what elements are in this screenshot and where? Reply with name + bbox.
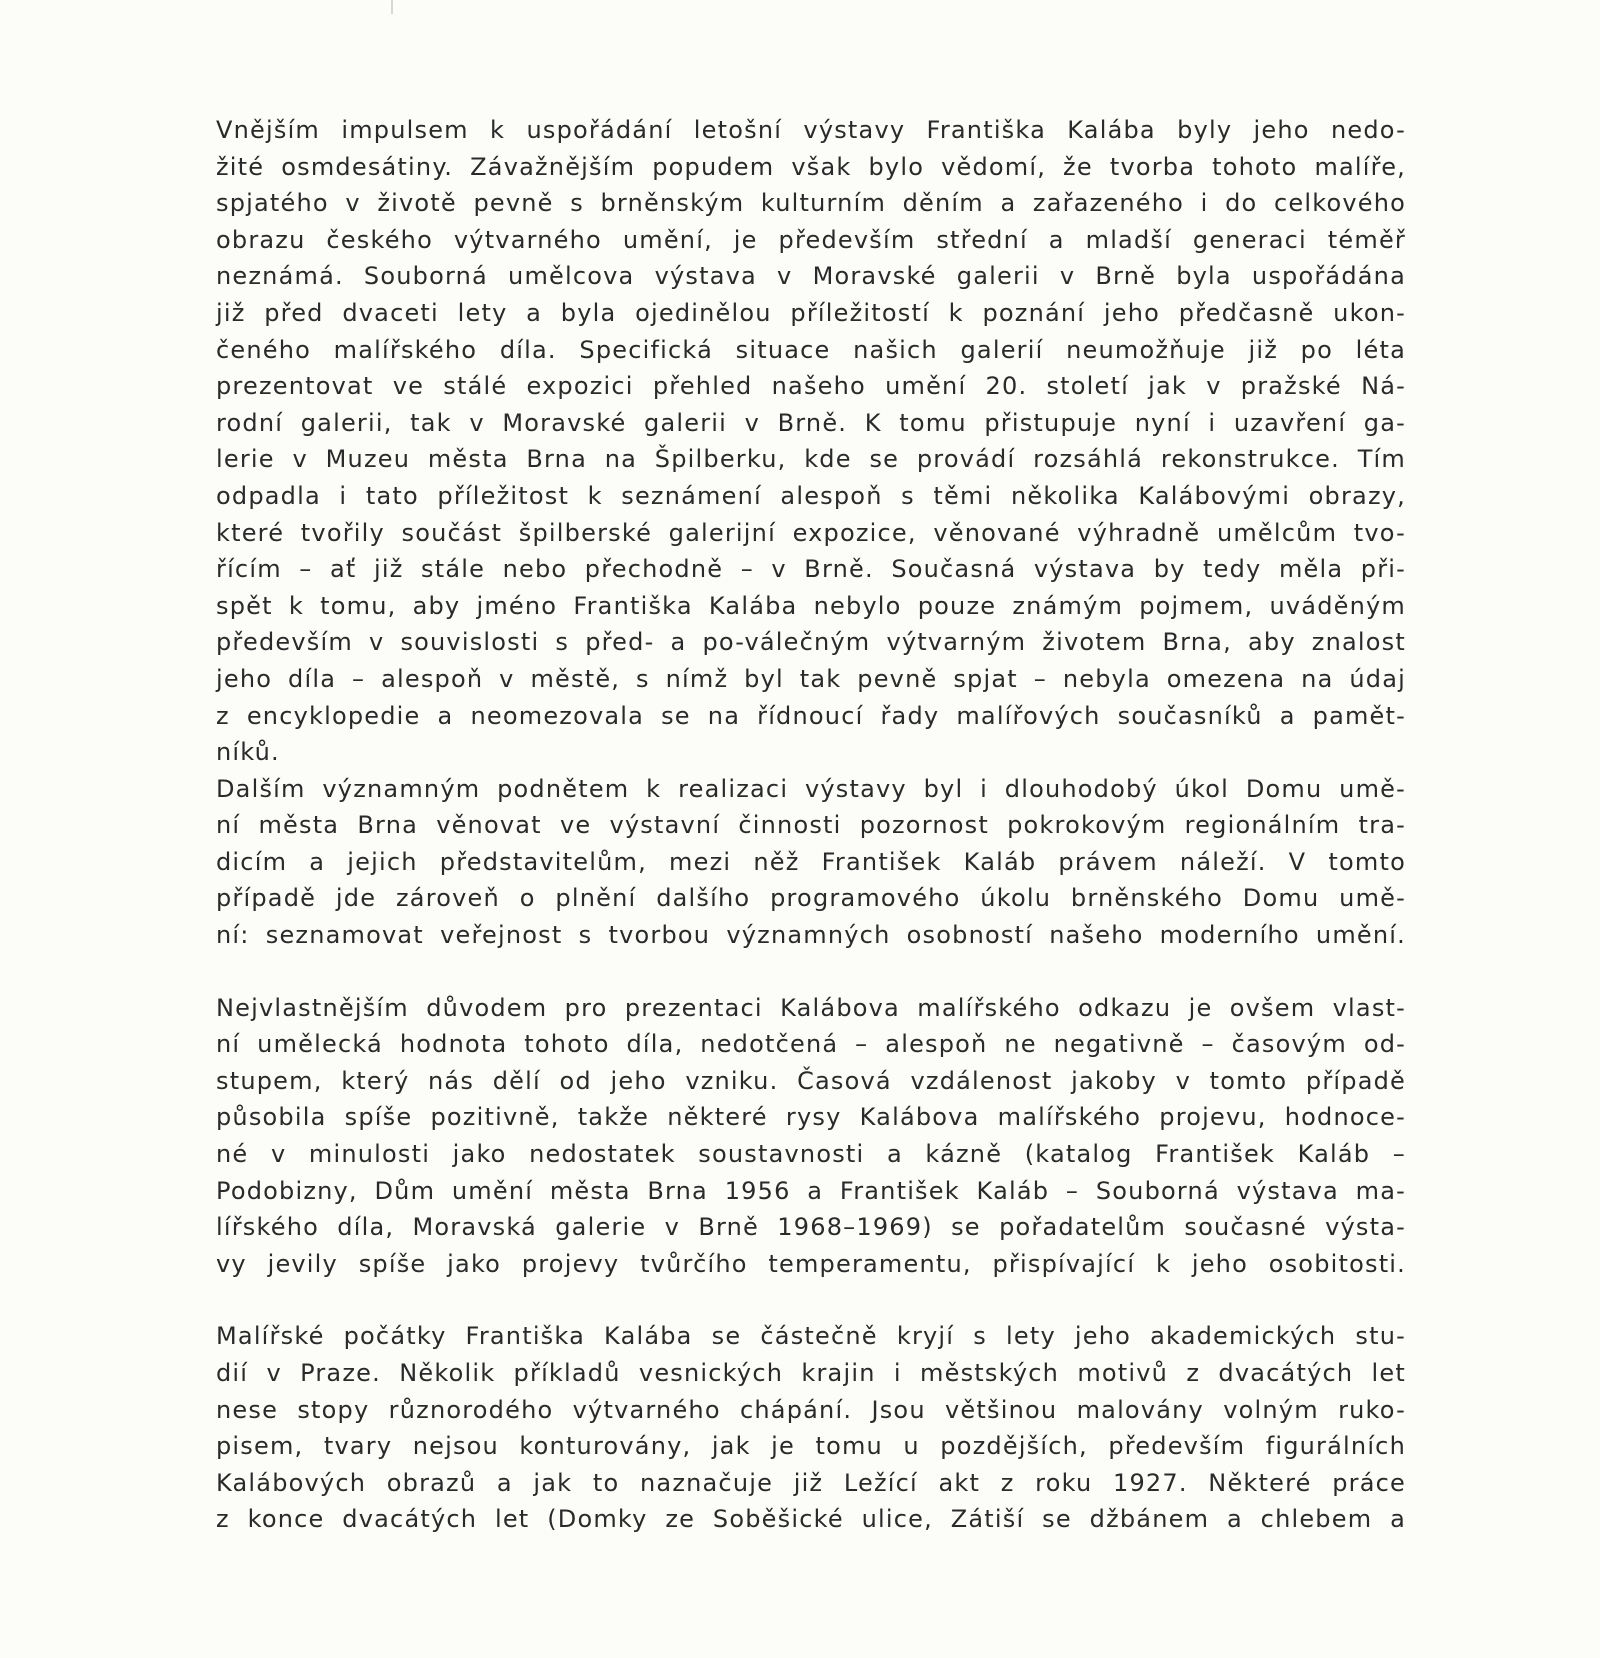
text-line: především v souvislosti s před- a po-válečným výtvarným životem Brna, aby znalost (216, 628, 1406, 657)
text-line: dií v Praze. Několik příkladů vesnických krajin i městských motivů z dvacátých let (216, 1359, 1406, 1387)
text-line: působila spíše pozitivně, takže některé rysy Kalábova malířského projevu, hodnoce- (216, 1103, 1406, 1132)
paragraph-3 (216, 990, 1406, 1283)
text-line: pisem, tvary nejsou konturovány, jak je tomu u pozdějších, především figurálních (216, 1432, 1406, 1461)
text-line: ní: seznamovat veřejnost s tvorbou významných osobností našeho moderního umění. (216, 921, 1406, 950)
paragraph-2 (216, 771, 1406, 954)
paragraph-gap (216, 1282, 1406, 1318)
paragraph-4 (216, 1318, 1406, 1538)
text-line: spět k tomu, aby jméno Františka Kalába nebylo pouze známým pojmem, uváděným (216, 591, 1406, 620)
text-line: z encyklopedie a neomezovala se na řídnoucí řady malířových současníků a pamět- (216, 701, 1406, 730)
text-line: Nejvlastnějším důvodem pro prezentaci Kalábova malířského odkazu je ovšem vlast- (216, 993, 1406, 1022)
text-line: čeného malířského díla. Specifická situace našich galerií neumožňuje již po léta (216, 335, 1406, 364)
text-line: Kalábových obrazů a jak to naznačuje již Ležící akt z roku 1927. Některé práce (216, 1468, 1406, 1497)
text-line: níků. (216, 738, 280, 767)
text-line: neznámá. Souborná umělcova výstava v Moravské galerii v Brně byla uspořádána (216, 262, 1406, 291)
text-line: řícím – ať již stále nebo přechodně – v Brně. Současná výstava by tedy měla při- (216, 555, 1406, 584)
text-line: žité osmdesátiny. Závažnějším popudem však bylo vědomí, že tvorba tohoto malíře, (216, 152, 1406, 181)
text-line: stupem, který nás dělí od jeho vzniku. Časová vzdálenost jakoby v tomto případě (216, 1066, 1406, 1095)
text-line: né v minulosti jako nedostatek soustavnosti a kázně (katalog František Kaláb – (216, 1140, 1406, 1169)
text-line: již před dvaceti lety a byla ojedinělou příležitostí k poznání jeho předčasně ukon- (216, 298, 1406, 327)
body-text (216, 112, 1406, 1538)
text-line: spjatého v životě pevně s brněnským kulturním děním a zařazeného i do celkového (216, 189, 1406, 218)
text-line: Malířské počátky Františka Kalába se částečně kryjí s lety jeho akademických stu- (216, 1322, 1406, 1351)
text-line: Podobizny, Dům umění města Brna 1956 a František Kaláb – Souborná výstava ma- (216, 1176, 1406, 1205)
text-line: rodní galerii, tak v Moravské galerii v Brně. K tomu přistupuje nyní i uzavření ga- (216, 408, 1406, 437)
text-line: vy jevily spíše jako projevy tvůrčího temperamentu, přispívající k jeho osobitosti. (216, 1249, 1406, 1278)
text-line: dicím a jejich představitelům, mezi něž František Kaláb právem náleží. V tomto (216, 847, 1406, 876)
text-line: ní umělecká hodnota tohoto díla, nedotčená – alespoň ne negativně – časovým od- (216, 1030, 1406, 1059)
text-line: které tvořily součást špilberské galerijní expozice, věnované výhradně umělcům tvo- (216, 518, 1406, 547)
text-line: jeho díla – alespoň v městě, s nímž byl tak pevně spjat – nebyla omezena na údaj (216, 664, 1406, 693)
text-line: odpadla i tato příležitost k seznámení alespoň s těmi několika Kalábovými obrazy, (216, 481, 1406, 510)
text-line: případě jde zároveň o plnění dalšího programového úkolu brněnského Domu umě- (216, 884, 1406, 913)
text-line: Vnějším impulsem k uspořádání letošní výstavy Františka Kalába byly jeho nedo- (216, 116, 1406, 144)
text-line: ní města Brna věnovat ve výstavní činnosti pozornost pokrokovým regionálním tra- (216, 811, 1406, 840)
text-line: nese stopy různorodého výtvarného chápání. Jsou většinou malovány volným ruko- (216, 1395, 1406, 1424)
text-line: lířského díla, Moravská galerie v Brně 1968–1969) se pořadatelům současné výsta- (216, 1213, 1406, 1242)
text-line: obrazu českého výtvarného umění, je především střední a mladší generaci téměř (216, 225, 1406, 254)
paragraph-1 (216, 112, 1406, 771)
scan-mark (391, 0, 393, 14)
text-line: Dalším významným podnětem k realizaci výstavy byl i dlouhodobý úkol Domu umě- (216, 774, 1406, 803)
text-line: z konce dvacátých let (Domky ze Soběšické ulice, Zátiší se džbánem a chlebem a (216, 1505, 1406, 1534)
text-line: lerie v Muzeu města Brna na Špilberku, kde se provádí rozsáhlá rekonstrukce. Tím (216, 445, 1406, 474)
text-line: prezentovat ve stálé expozici přehled našeho umění 20. století jak v pražské Ná- (216, 372, 1406, 401)
paragraph-gap (216, 954, 1406, 990)
